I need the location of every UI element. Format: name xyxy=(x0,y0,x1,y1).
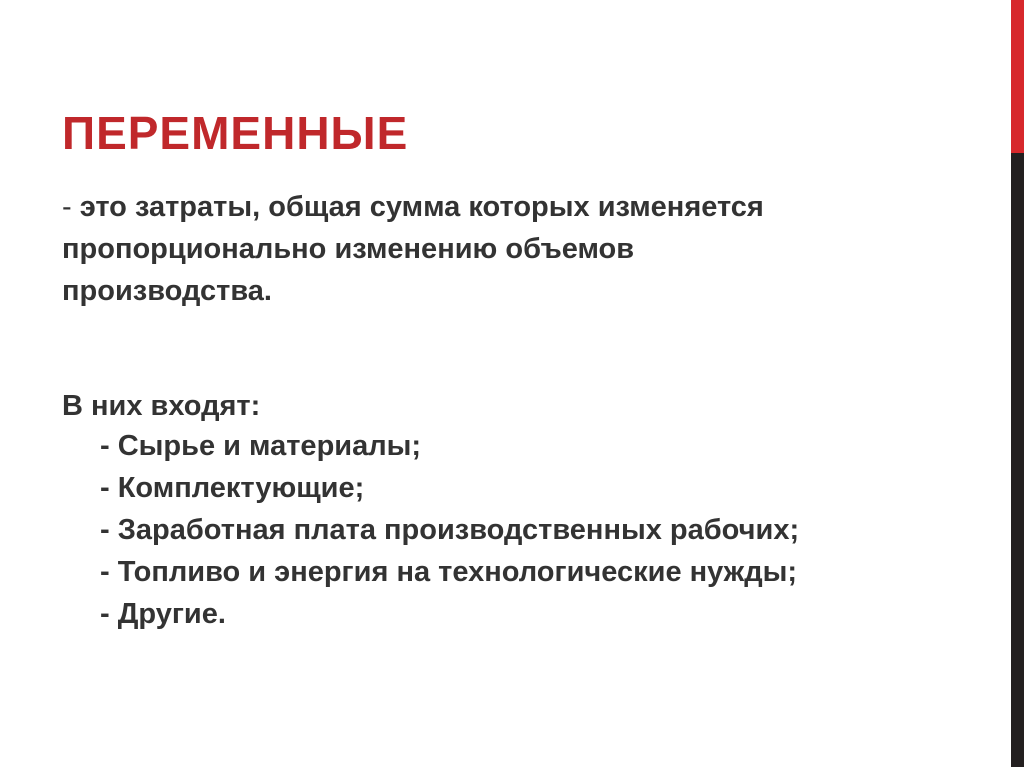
cost-items-list xyxy=(100,425,799,635)
list-item: - Топливо и энергия на технологические нужды; xyxy=(100,556,798,588)
definition-line-3: производства. xyxy=(62,275,272,307)
slide-title: ПЕРЕМЕННЫЕ xyxy=(62,107,409,159)
accent-bar-red xyxy=(1011,0,1024,153)
definition-line-1-text: это затраты, общая сумма которых изменяется xyxy=(79,191,764,223)
list-item: - Сырье и материалы; xyxy=(100,430,422,462)
list-item: - Комплектующие; xyxy=(100,472,365,504)
definition-text xyxy=(62,186,962,312)
list-item: - Заработная плата производственных рабочих; xyxy=(100,514,800,546)
definition-dash: - xyxy=(62,191,80,223)
definition-line-1 xyxy=(62,186,962,228)
list-intro: В них входят: xyxy=(62,390,261,422)
definition-line-2: пропорционально изменению объемов xyxy=(62,233,635,265)
accent-bar-dark xyxy=(1011,153,1024,767)
list-item: - Другие. xyxy=(100,598,226,630)
